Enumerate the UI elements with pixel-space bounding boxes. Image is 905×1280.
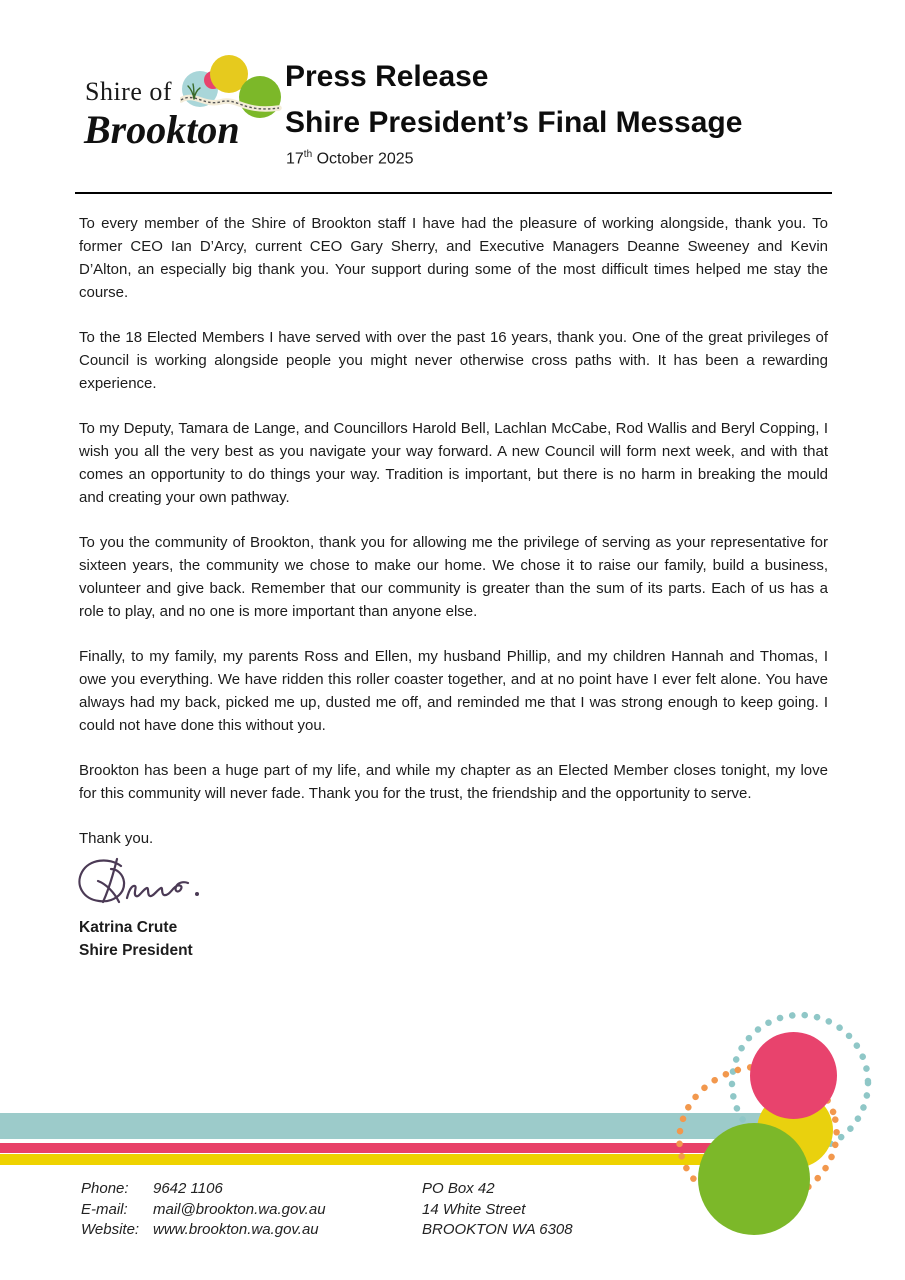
date-ordinal-suffix: th (303, 149, 313, 160)
date-month-year: October 2025 (312, 150, 414, 168)
paragraph-family: Finally, to my family, my parents Ross and Ellen, my husband Phillip, and my children Hannah and Thomas, I owe you everything. We have ridden this roller coaster together, and at no point have I ever felt alone. You have always had my back, picked me up, dusted me off, and reminded me that I was strong enough to keep going. I could not have done this without you. (79, 648, 828, 734)
paragraph-farewell: Brookton has been a huge part of my life, and while my chapter as an Elected Member closes tonight, my love for this community will never fade. Thank you for the trust, the friendship and the opportunity to serve. (79, 762, 828, 802)
letter-body (79, 212, 828, 962)
decor-circle-green (698, 1123, 810, 1235)
decor-stripe-pink (0, 1143, 715, 1153)
handwritten-signature (75, 854, 235, 914)
release-date (286, 149, 414, 168)
signatory-name: Katrina Crute (79, 919, 178, 936)
contact-block (81, 1179, 423, 1241)
date-day: 17 (286, 150, 304, 168)
logo-org-name: Brookton (84, 107, 240, 152)
page-title: Press Release (285, 60, 489, 93)
paragraph-staff-thanks: To every member of the Shire of Brookton staff I have had the pleasure of working alongside, thank you. To former CEO Ian D’Arcy, current CEO Gary Sherry, and Executive Managers Deanne Sweeney and Kevin D’Alton, an especially big thank you. Your support during some of the most difficult times helped me stay the course. (79, 215, 828, 301)
page-subtitle: Shire President’s Final Message (285, 106, 743, 139)
address-town: BROOKTON WA 6308 (422, 1221, 573, 1238)
decor-stripe-teal (0, 1113, 770, 1139)
paragraph-deputy-councillors: To my Deputy, Tamara de Lange, and Councillors Harold Bell, Lachlan McCabe, Rod Wallis and Beryl Copping, I wish you all the very best as you navigate your way forward. A new Council will form next week, and with that comes an opportunity to do things your way. Tradition is important, but there is no harm in breaking the mould and creating your own pathway. (79, 420, 828, 506)
address-po-box: PO Box 42 (422, 1180, 495, 1197)
header-divider (75, 192, 832, 194)
decor-stripe-yellow (0, 1154, 715, 1165)
email-value: mail@brookton.wa.gov.au (153, 1200, 326, 1218)
paragraph-community: To you the community of Brookton, thank you for allowing me the privilege of serving as your representative for sixteen years, the community we chose to make our home. We chose it to raise our family, build a business, volunteer and give back. Remember that our community is greater than the sum of its parts. Each of us has a role to play, and no one is more important than anyone else. (79, 534, 828, 620)
website-value: www.brookton.wa.gov.au (153, 1221, 319, 1238)
closing-line: Thank you. (79, 830, 154, 847)
phone-label: Phone: (81, 1180, 129, 1197)
phone-value: 9642 1106 (153, 1180, 223, 1197)
address-street: 14 White Street (422, 1200, 526, 1218)
postal-address-block (422, 1179, 573, 1241)
decor-circle-pink (750, 1032, 837, 1119)
email-label: E-mail: (81, 1200, 128, 1218)
website-label: Website: (81, 1221, 140, 1238)
paragraph-elected-members: To the 18 Elected Members I have served with over the past 16 years, thank you. One of the great privileges of Council is working alongside people you might never otherwise cross paths with. It has been a rewarding experience. (79, 329, 828, 392)
signatory-title: Shire President (79, 942, 193, 959)
logo-prefix-text: Shire of (85, 77, 173, 106)
